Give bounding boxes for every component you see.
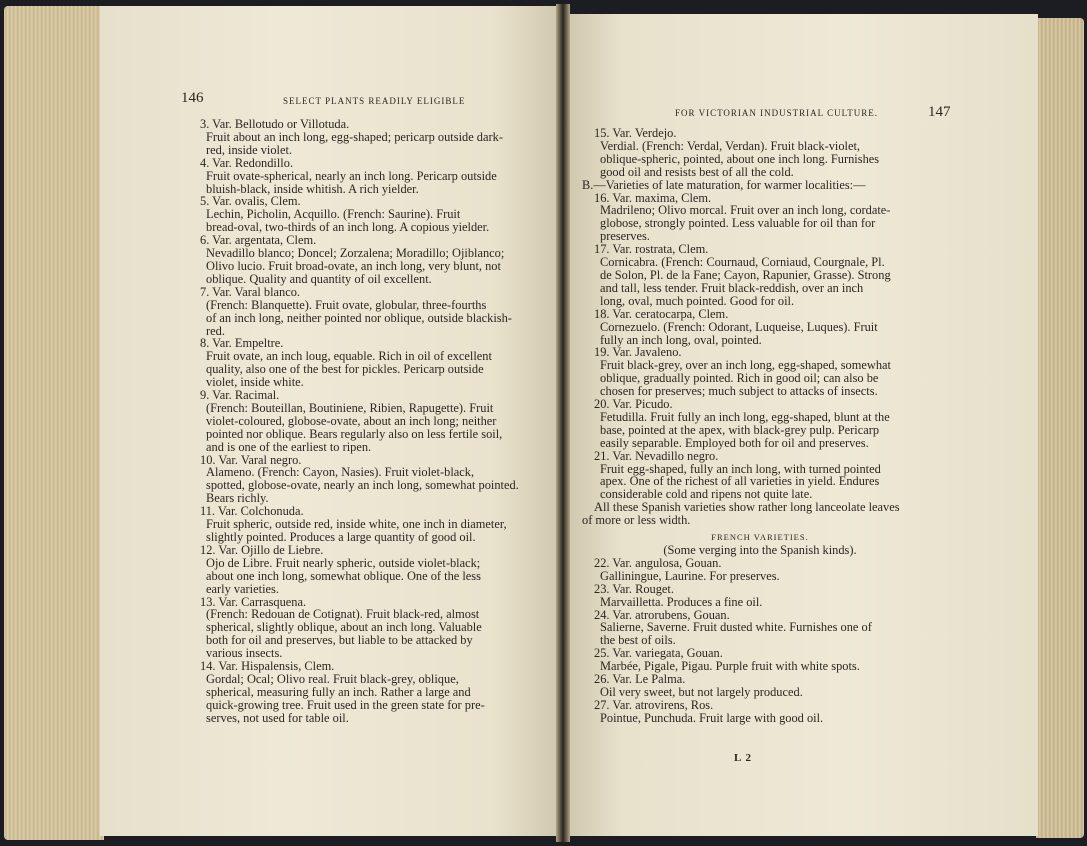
text-line: preserves. (600, 229, 650, 244)
text-line: various insects. (206, 646, 283, 661)
text-line: considerable cold and ripens not quite late. (600, 487, 813, 502)
variety-heading: 17. Var. rostrata, Clem. (594, 242, 709, 257)
variety-heading: 21. Var. Nevadillo negro. (594, 448, 719, 463)
text-line: of an inch long, neither pointed nor oblique, outside blackish- (206, 310, 512, 325)
text-line: Cornezuelo. (French: Odorant, Luqueise, Luques). Fruit (600, 319, 878, 334)
variety-heading: 11. Var. Colchonuda. (200, 504, 304, 519)
text-line: Nevadillo blanco; Doncel; Zorzalena; Moradillo; Ojiblanco; (206, 246, 505, 261)
variety-heading: 19. Var. Javaleno. (594, 345, 682, 360)
variety-heading: 8. Var. Empeltre. (200, 336, 284, 351)
text-line: good oil and resists best of all the cold. (600, 164, 794, 179)
variety-heading: 26. Var. Le Palma. (594, 672, 686, 687)
text-line: the best of oils. (600, 633, 676, 648)
variety-heading: 24. Var. atrorubens, Gouan. (594, 607, 730, 622)
text-line: oblique. Quality and quantity of oil excellent. (206, 271, 432, 286)
text-line: easily separable. Employed both for oil and preserves. (600, 435, 869, 450)
variety-heading: 7. Var. Varal blanco. (200, 284, 301, 299)
text-line: globose, strongly pointed. Less valuable for oil than for (600, 216, 876, 231)
variety-heading: 22. Var. angulosa, Gouan. (594, 555, 722, 570)
text-line: (Some verging into the Spanish kinds). (663, 543, 857, 557)
text-line: spotted, globose-ovate, nearly an inch long, somewhat pointed. (206, 478, 519, 493)
text-line: bread-oval, two-thirds of an inch long. A copious yielder. (206, 220, 490, 235)
text-line: Bears richly. (206, 491, 269, 506)
variety-heading: 27. Var. atrovirens, Ros. (594, 697, 714, 712)
text-line: of more or less width. (582, 513, 691, 528)
text-line: Fruit egg-shaped, fully an inch long, with turned pointed (600, 461, 881, 476)
text-line: red. (206, 323, 225, 338)
text-line: oblique-spheric, pointed, about one inch long. Furnishes (600, 151, 880, 166)
text-line: Fruit about an inch long, egg-shaped; pericarp outside dark- (206, 129, 503, 144)
text-line: Lechin, Picholin, Acquillo. (French: Saurine). Fruit (206, 207, 461, 222)
text-line: All these Spanish varieties show rather long lanceolate leaves (594, 500, 900, 515)
text-line: and is one of the earliest to ripen. (206, 439, 372, 454)
right-page-number: 147 (928, 104, 951, 120)
text-line: serves, not used for table oil. (206, 710, 349, 725)
text-line: slightly pointed. Produces a large quantity of good oil. (206, 530, 476, 544)
text-line: (French: Blanquette). Fruit ovate, globular, three-fourths (206, 297, 487, 312)
variety-heading: 18. Var. ceratocarpa, Clem. (594, 306, 729, 321)
text-line: spherical, measuring fully an inch. Rather a large and (206, 684, 471, 699)
right-page-text (582, 127, 938, 725)
variety-heading: 23. Var. Rouget. (594, 581, 674, 596)
text-line: about one inch long, somewhat oblique. One of the less (206, 568, 481, 583)
text-line: Fruit spheric, outside red, inside white, one inch in diameter, (206, 517, 507, 532)
variety-heading: 4. Var. Redondillo. (200, 155, 294, 170)
text-line: Pointue, Punchuda. Fruit large with good oil. (600, 710, 824, 725)
text-line: base, pointed at the apex, with black-grey pulp. Pericarp (600, 422, 880, 437)
left-page-edges (4, 6, 104, 840)
text-line: Olivo lucio. Fruit broad-ovate, an inch long, very blunt, not (206, 258, 501, 273)
text-line: chosen for preserves; much subject to attacks of insects. (600, 384, 878, 399)
text-line: violet, inside white. (206, 375, 304, 390)
text-line: Fruit ovate, an inch loug, equable. Rich in oil of excellent (206, 349, 492, 364)
text-line: Verdial. (French: Verdal, Verdan). Fruit black-violet, (600, 138, 861, 153)
left-page-number: 146 (181, 90, 204, 106)
signature-mark: L 2 (734, 752, 752, 764)
text-line: (French: Redouan de Cotignat). Fruit black-red, almost (206, 607, 480, 622)
text-line: Alameno. (French: Cayon, Nasies). Fruit violet-black, (206, 465, 475, 480)
text-line: Marvailletta. Produces a fine oil. (600, 594, 763, 609)
variety-heading: 15. Var. Verdejo. (594, 126, 677, 140)
text-line: Cornicabra. (French: Cournaud, Corniaud, Courgnale, Pl. (600, 255, 885, 270)
variety-heading: 10. Var. Varal negro. (200, 452, 302, 467)
text-line: Madrileno; Olivo morcal. Fruit over an inch long, cordate- (600, 203, 891, 218)
left-page-text (188, 118, 540, 725)
text-line: red, inside violet. (206, 142, 293, 157)
text-line: bluish-black, inside whitish. A rich yielder. (206, 181, 419, 196)
text-line: Salierne, Saverne. Fruit dusted white. Furnishes one of (600, 620, 872, 635)
variety-heading: 25. Var. variegata, Gouan. (594, 646, 723, 661)
text-line: oblique, gradually pointed. Rich in good oil; can also be (600, 371, 879, 386)
text-line: FRENCH VARIETIES. (711, 532, 809, 543)
text-line: violet-coloured, globose-ovate, about an inch long; neither (206, 413, 497, 428)
text-line: quality, also one of the best for pickles. Pericarp outside (206, 362, 484, 377)
text-line: Fetudilla. Fruit fully an inch long, egg-shaped, blunt at the (600, 409, 890, 424)
book-gutter (556, 4, 570, 842)
text-line: Marbée, Pigale, Pigau. Purple fruit with white spots. (600, 659, 860, 674)
text-line: fully an inch long, oval, pointed. (600, 332, 762, 347)
variety-heading: 6. Var. argentata, Clem. (200, 233, 317, 248)
variety-heading: 5. Var. ovalis, Clem. (200, 194, 301, 209)
text-line: Fruit black-grey, over an inch long, egg-shaped, somewhat (600, 358, 891, 373)
right-running-head: FOR VICTORIAN INDUSTRIAL CULTURE. (675, 108, 879, 118)
variety-heading: 13. Var. Carrasquena. (200, 594, 307, 609)
text-line: early varieties. (206, 581, 279, 596)
text-line: and tall, less tender. Fruit black-reddish, over an inch (600, 280, 864, 295)
text-line: Oil very sweet, but not largely produced. (600, 684, 803, 699)
variety-heading: 12. Var. Ojillo de Liebre. (200, 542, 324, 557)
right-page-edges (1036, 18, 1084, 838)
variety-heading: 14. Var. Hispalensis, Clem. (200, 659, 335, 674)
text-line: Fruit ovate-spherical, nearly an inch long. Pericarp outside (206, 168, 497, 183)
left-running-head: SELECT PLANTS READILY ELIGIBLE (283, 96, 466, 106)
text-line: (French: Bouteillan, Boutiniene, Ribien, Rapugette). Fruit (206, 400, 494, 415)
variety-heading: 3. Var. Bellotudo or Villotuda. (200, 117, 350, 131)
text-line: long, oval, much pointed. Good for oil. (600, 293, 795, 308)
text-line: quick-growing tree. Fruit used in the green state for pre- (206, 697, 485, 712)
text-line: both for oil and preserves, but liable to be attacked by (206, 633, 473, 648)
text-line: de Solon, Pl. de la Fane; Cayon, Rapunier, Grasse). Strong (600, 267, 891, 282)
text-line: apex. One of the richest of all varieties in yield. Endures (600, 474, 880, 489)
text-line: B.—Varieties of late maturation, for warmer localities:— (582, 177, 866, 192)
variety-heading: 20. Var. Picudo. (594, 397, 673, 412)
text-line: Gordal; Ocal; Olivo real. Fruit black-grey, oblique, (206, 671, 459, 686)
text-line: spherical, slightly oblique, about an inch long. Valuable (206, 620, 482, 635)
text-line: Ojo de Libre. Fruit nearly spheric, outside violet-black; (206, 555, 481, 570)
variety-heading: 16. Var. maxima, Clem. (594, 190, 712, 205)
text-line: pointed nor oblique. Bears regularly also on less fertile soil, (206, 426, 503, 441)
text-line: Galliningue, Laurine. For preserves. (600, 568, 780, 583)
variety-heading: 9. Var. Racimal. (200, 388, 280, 403)
